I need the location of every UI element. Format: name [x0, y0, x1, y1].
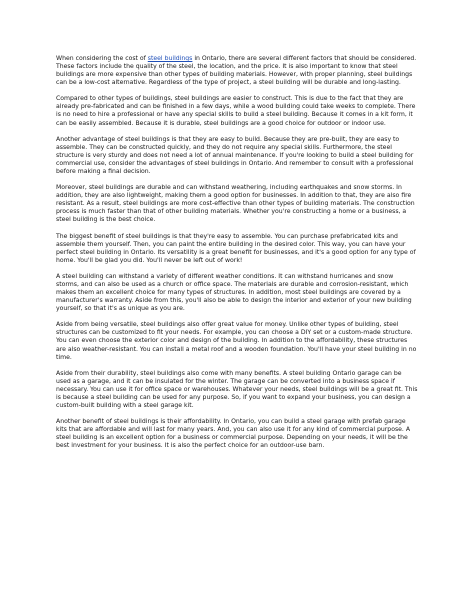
paragraph-affordability: Another benefit of steel buildings is their affordability. In Ontario, you can build a steel garage with prefab garage kits that are affordable and will last for many years. And, you can also use it for any kind of commercial purpose. A steel building is an excellent option for a business or commercial purpose. Depending on your needs, it will be the best investment for your business. It is also the perfect choice for an outdoor-use barn.	[56, 418, 411, 450]
steel-buildings-link[interactable]: steel buildings	[147, 55, 193, 62]
paragraph-easy-to-build: Another advantage of steel buildings is that they are easy to build. Because they are pre-built, they are easy to assemble. They can be constructed quickly, and they do not require any special skills. Furthermore, the steel structure is very sturdy and does not need a lot of annual maintenance. If you're looking to build a steel building for commercial use, consider the advantages of steel buildings in Ontario. And remember to consult with a professional before making a final decision.	[56, 135, 414, 175]
paragraph-intro	[56, 55, 418, 87]
paragraph-intro-text-end: in Ontario, there are several different factors that should be considered. These factors include the quality of the steel, the location, and the price. It is also important to know that steel buildings are more expensive than other types of building materials. However, with proper planning, steel buildings can be a low-cost alternative. Regardless of the type of project, a steel building will be durable and long-lasting.	[56, 55, 417, 87]
paragraph-intro-text-start: When considering the cost of	[56, 55, 148, 62]
document-body	[56, 55, 418, 459]
paragraph-durability: Moreover, steel buildings are durable and can withstand weathering, including earthquakes and snow storms. In addition, they are also lightweight, making them a good option for businesses. In addition to that, they are also fire resistant. As a result, steel buildings are more cost-effective than other types of building materials. The construction process is much faster than that of other building materials. Whether you're constructing a home or a business, a steel building is the best choice.	[56, 184, 415, 224]
paragraph-value: Aside from being versatile, steel buildings also offer great value for money. Unlike other types of building, steel structures can be customized to fit your needs. For example, you can choose a DIY set or a custom-made structure. You can even choose the exterior color and design of the building. In addition to the affordability, these structures are also weather-resistant. You can install a metal roof and a wooden foundation. You'll have your steel building in no time.	[56, 321, 417, 361]
paragraph-garage: Aside from their durability, steel buildings also come with many benefits. A steel building Ontario garage can be used as a garage, and it can be insulated for the winter. The garage can be converted into a business space if necessary. You can use it for office space or warehouses. Whatever your needs, steel buildings will be a great fit. This is because a steel building can be used for any purpose. So, if you want to expand your business, you can design a custom-built building with a steel garage kit.	[56, 369, 418, 409]
paragraph-weather: A steel building can withstand a variety of different weather conditions. It can withstand hurricanes and snow storms, and can also be used as a church or office space. The materials are durable and corrosion-resistant, which makes them an excellent choice for many types of structures. In addition, most steel buildings are covered by a manufacturer's warranty. Aside from this, you'll also be able to design the interior and exterior of your new building yourself, so that it's as unique as you are.	[56, 272, 412, 313]
paragraph-construction: Compared to other types of buildings, steel buildings are easier to construct. This is due to the fact that they are already pre-fabricated and can be finished in a few days, while a wood building could take weeks to complete. There is no need to hire a professional or have any special skills to build a steel building. Because it comes in a kit form, it can be easily assembled. Because it is durable, steel buildings are a good choice for outdoor or indoor use.	[56, 95, 416, 127]
paragraph-assembly: The biggest benefit of steel buildings is that they're easy to assemble. You can purchase prefabricated kits and assemble them yourself. Then, you can paint the entire building in the desired color. This way, you can have your perfect steel building in Ontario. Its versatility is a great benefit for businesses, and it's a good option for any type of home. You'll be glad you did. You'll never be left out of work!	[56, 232, 416, 264]
